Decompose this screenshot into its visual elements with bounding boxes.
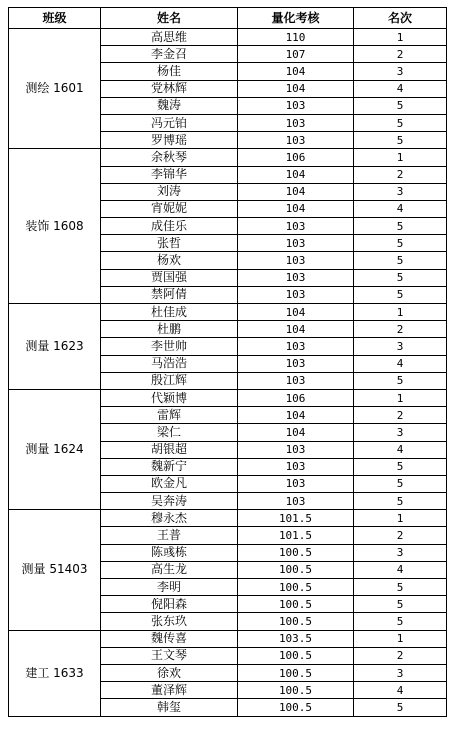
rank-cell: 4 — [354, 200, 447, 217]
rank-cell: 5 — [354, 596, 447, 613]
score-cell: 103 — [238, 338, 354, 355]
rank-cell: 5 — [354, 475, 447, 492]
score-cell: 104 — [238, 200, 354, 217]
student-name-cell: 韩玺 — [101, 699, 238, 716]
student-name-cell: 魏涛 — [101, 97, 238, 114]
student-name-cell: 穆永杰 — [101, 510, 238, 527]
rank-cell: 2 — [354, 407, 447, 424]
rank-cell: 5 — [354, 613, 447, 630]
student-name-cell: 张哲 — [101, 235, 238, 252]
score-cell: 106 — [238, 389, 354, 406]
rank-cell: 4 — [354, 441, 447, 458]
rank-cell: 3 — [354, 664, 447, 681]
rank-cell: 5 — [354, 372, 447, 389]
score-cell: 100.5 — [238, 682, 354, 699]
rank-cell: 5 — [354, 252, 447, 269]
score-cell: 100.5 — [238, 579, 354, 596]
student-name-cell: 魏传喜 — [101, 630, 238, 647]
student-name-cell: 李金召 — [101, 46, 238, 63]
score-cell: 104 — [238, 321, 354, 338]
table-row — [9, 510, 447, 527]
rank-cell: 4 — [354, 682, 447, 699]
score-cell: 107 — [238, 46, 354, 63]
score-cell: 104 — [238, 424, 354, 441]
score-cell: 106 — [238, 149, 354, 166]
student-name-cell: 李明 — [101, 579, 238, 596]
student-name-cell: 高生龙 — [101, 561, 238, 578]
score-cell: 100.5 — [238, 544, 354, 561]
rank-cell: 5 — [354, 132, 447, 149]
student-name-cell: 殷江辉 — [101, 372, 238, 389]
class-cell: 建工 1633 — [9, 630, 101, 716]
student-name-cell: 刘涛 — [101, 183, 238, 200]
rank-cell: 1 — [354, 29, 447, 46]
score-cell: 103 — [238, 355, 354, 372]
rank-cell: 1 — [354, 389, 447, 406]
student-name-cell: 吴奔涛 — [101, 493, 238, 510]
student-name-cell: 贾国强 — [101, 269, 238, 286]
header-score: 量化考核 — [238, 8, 354, 29]
student-name-cell: 倪阳森 — [101, 596, 238, 613]
score-cell: 100.5 — [238, 647, 354, 664]
student-name-cell: 杨欢 — [101, 252, 238, 269]
class-cell: 装饰 1608 — [9, 149, 101, 304]
score-cell: 103 — [238, 286, 354, 303]
score-cell: 104 — [238, 63, 354, 80]
class-cell: 测量 1623 — [9, 304, 101, 390]
rank-cell: 5 — [354, 235, 447, 252]
rank-cell: 5 — [354, 699, 447, 716]
rank-cell: 2 — [354, 647, 447, 664]
score-cell: 100.5 — [238, 561, 354, 578]
score-cell: 103.5 — [238, 630, 354, 647]
rank-cell: 2 — [354, 527, 447, 544]
student-name-cell: 欧金凡 — [101, 475, 238, 492]
rank-cell: 1 — [354, 630, 447, 647]
student-name-cell: 余秋琴 — [101, 149, 238, 166]
table-row — [9, 304, 447, 321]
score-cell: 104 — [238, 304, 354, 321]
table-row — [9, 630, 447, 647]
header-row — [9, 8, 447, 29]
rank-cell: 3 — [354, 63, 447, 80]
score-cell: 103 — [238, 475, 354, 492]
student-name-cell: 代颖博 — [101, 389, 238, 406]
student-name-cell: 雷辉 — [101, 407, 238, 424]
rank-cell: 3 — [354, 338, 447, 355]
rank-cell: 5 — [354, 269, 447, 286]
student-name-cell: 高思维 — [101, 29, 238, 46]
score-cell: 103 — [238, 372, 354, 389]
table-header — [9, 8, 447, 29]
score-cell: 104 — [238, 166, 354, 183]
score-cell: 100.5 — [238, 596, 354, 613]
table-row — [9, 389, 447, 406]
table-row — [9, 29, 447, 46]
rank-cell: 5 — [354, 458, 447, 475]
rank-cell: 4 — [354, 561, 447, 578]
rank-cell: 3 — [354, 424, 447, 441]
rank-cell: 5 — [354, 493, 447, 510]
score-cell: 101.5 — [238, 510, 354, 527]
score-cell: 103 — [238, 441, 354, 458]
score-cell: 100.5 — [238, 699, 354, 716]
class-cell: 测量 1624 — [9, 389, 101, 509]
student-name-cell: 胡银超 — [101, 441, 238, 458]
student-name-cell: 李锦华 — [101, 166, 238, 183]
student-name-cell: 梁仁 — [101, 424, 238, 441]
score-cell: 103 — [238, 458, 354, 475]
header-class: 班级 — [9, 8, 101, 29]
student-name-cell: 李世帅 — [101, 338, 238, 355]
rank-cell: 1 — [354, 304, 447, 321]
student-name-cell: 禁阿倩 — [101, 286, 238, 303]
student-name-cell: 董泽辉 — [101, 682, 238, 699]
student-name-cell: 成佳乐 — [101, 218, 238, 235]
class-cell: 测绘 1601 — [9, 29, 101, 149]
score-cell: 110 — [238, 29, 354, 46]
score-cell: 104 — [238, 80, 354, 97]
ranking-table — [8, 7, 447, 717]
student-name-cell: 杜鹏 — [101, 321, 238, 338]
rank-cell: 5 — [354, 97, 447, 114]
rank-cell: 2 — [354, 46, 447, 63]
rank-cell: 1 — [354, 510, 447, 527]
student-name-cell: 杜佳成 — [101, 304, 238, 321]
student-name-cell: 徐欢 — [101, 664, 238, 681]
score-cell: 103 — [238, 269, 354, 286]
table-body — [9, 29, 447, 717]
score-cell: 103 — [238, 218, 354, 235]
table-row — [9, 149, 447, 166]
student-name-cell: 党林辉 — [101, 80, 238, 97]
rank-cell: 3 — [354, 183, 447, 200]
rank-cell: 5 — [354, 579, 447, 596]
rank-cell: 5 — [354, 114, 447, 131]
header-rank: 名次 — [354, 8, 447, 29]
score-cell: 104 — [238, 407, 354, 424]
student-name-cell: 王普 — [101, 527, 238, 544]
student-name-cell: 王文琴 — [101, 647, 238, 664]
student-name-cell: 宵妮妮 — [101, 200, 238, 217]
score-cell: 103 — [238, 252, 354, 269]
student-name-cell: 杨佳 — [101, 63, 238, 80]
student-name-cell: 张东玖 — [101, 613, 238, 630]
rank-cell: 4 — [354, 80, 447, 97]
rank-cell: 5 — [354, 286, 447, 303]
student-name-cell: 魏新宁 — [101, 458, 238, 475]
rank-cell: 2 — [354, 166, 447, 183]
student-name-cell: 马浩浩 — [101, 355, 238, 372]
score-cell: 103 — [238, 114, 354, 131]
score-cell: 103 — [238, 132, 354, 149]
score-cell: 103 — [238, 97, 354, 114]
student-name-cell: 冯元铂 — [101, 114, 238, 131]
class-cell: 测量 51403 — [9, 510, 101, 630]
score-cell: 101.5 — [238, 527, 354, 544]
score-cell: 103 — [238, 493, 354, 510]
score-cell: 103 — [238, 235, 354, 252]
score-cell: 100.5 — [238, 664, 354, 681]
score-cell: 100.5 — [238, 613, 354, 630]
rank-cell: 3 — [354, 544, 447, 561]
student-name-cell: 陈彧栋 — [101, 544, 238, 561]
rank-cell: 4 — [354, 355, 447, 372]
score-cell: 104 — [238, 183, 354, 200]
header-name: 姓名 — [101, 8, 238, 29]
rank-cell: 2 — [354, 321, 447, 338]
rank-cell: 5 — [354, 218, 447, 235]
student-name-cell: 罗博瑶 — [101, 132, 238, 149]
rank-cell: 1 — [354, 149, 447, 166]
